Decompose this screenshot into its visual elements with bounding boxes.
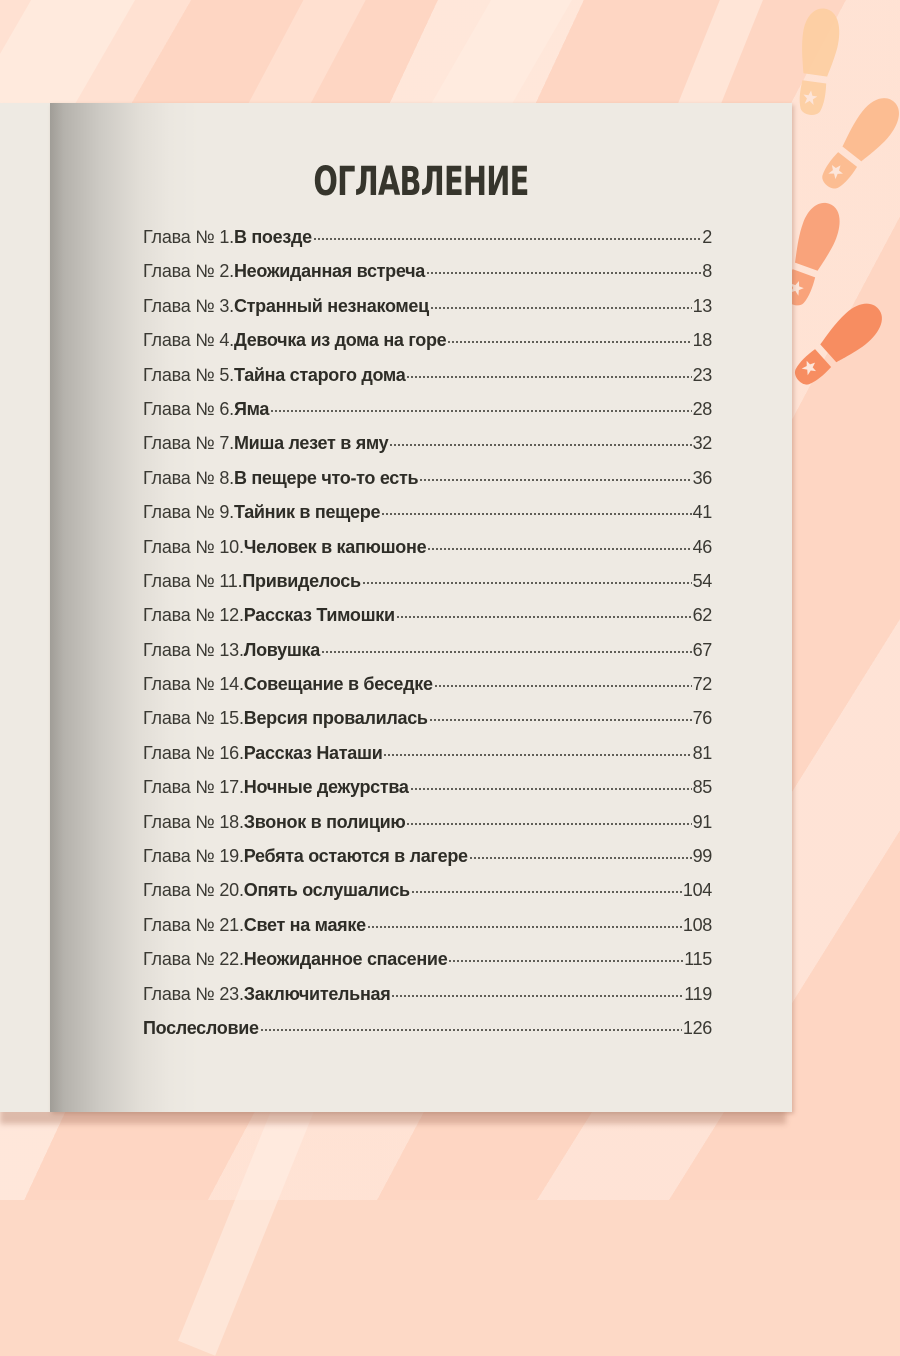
dot-leader xyxy=(321,650,692,654)
chapter-title: Ребята остаются в лагере xyxy=(243,846,468,867)
toc-entry xyxy=(143,984,712,1018)
page-number: 36 xyxy=(692,467,712,488)
page-number: 72 xyxy=(692,674,712,695)
dot-leader xyxy=(430,306,692,310)
chapter-title: Послесловие xyxy=(143,1017,259,1038)
chapter-number: Глава № 22. xyxy=(143,949,244,970)
toc-entry xyxy=(143,571,712,605)
chapter-number: Глава № 11. xyxy=(143,570,243,591)
chapter-title: Девочка из дома на горе xyxy=(233,330,447,351)
chapter-title: Неожиданное спасение xyxy=(243,949,448,970)
toc-entry xyxy=(143,640,712,674)
page-number: 18 xyxy=(692,330,712,351)
chapter-number: Глава № 8. xyxy=(143,467,234,488)
toc-entry xyxy=(143,502,712,536)
page-number: 23 xyxy=(692,364,712,385)
chapter-number: Глава № 4. xyxy=(143,330,234,351)
page-number: 81 xyxy=(692,742,712,763)
page-number: 28 xyxy=(692,398,712,419)
chapter-number: Глава № 1. xyxy=(143,227,234,247)
chapter-number: Глава № 2. xyxy=(143,261,234,282)
chapter-title: Странный незнакомец xyxy=(233,295,429,316)
chapter-number: Глава № 12. xyxy=(143,605,244,626)
chapter-number: Глава № 5. xyxy=(143,364,234,385)
dot-leader xyxy=(313,237,701,241)
toc-entry xyxy=(143,296,712,330)
page-title: ОГЛАВЛЕНИЕ xyxy=(313,158,529,205)
page-number: 99 xyxy=(692,846,712,867)
page-number: 13 xyxy=(692,295,712,316)
page-number: 119 xyxy=(684,983,712,1004)
chapter-title: Звонок в полицию xyxy=(243,811,406,832)
chapter-title: В пещере что-то есть xyxy=(233,467,419,488)
toc-entry xyxy=(143,674,712,708)
toc-entry xyxy=(143,777,712,811)
toc-entry xyxy=(143,915,712,949)
page-number: 32 xyxy=(692,433,712,454)
dot-leader xyxy=(410,787,692,791)
chapter-title: Ночные дежурства xyxy=(243,777,409,798)
toc-entry xyxy=(143,880,712,914)
chapter-number: Глава № 7. xyxy=(143,433,234,454)
page-number: 67 xyxy=(692,639,712,660)
chapter-number: Глава № 13. xyxy=(143,639,244,660)
chapter-title: В поезде xyxy=(233,227,312,247)
dot-leader xyxy=(427,547,691,551)
chapter-number: Глава № 6. xyxy=(143,398,234,419)
dot-leader xyxy=(270,409,691,413)
toc-entry xyxy=(143,605,712,639)
page-number: 41 xyxy=(692,502,712,523)
page-number: 2 xyxy=(702,227,712,247)
chapter-title: Человек в капюшоне xyxy=(243,536,427,557)
chapter-title: Опять ослушались xyxy=(243,880,410,901)
left-page-edge xyxy=(0,103,50,1112)
toc-entry xyxy=(143,399,712,433)
page-number: 91 xyxy=(692,811,712,832)
chapter-title: Совещание в беседке xyxy=(243,674,433,695)
dot-leader xyxy=(429,718,692,722)
chapter-title: Ловушка xyxy=(243,639,320,660)
chapter-title: Версия провалилась xyxy=(243,708,428,729)
dot-leader xyxy=(406,375,691,379)
toc-entry xyxy=(143,365,712,399)
chapter-title: Неожиданная встреча xyxy=(233,261,426,282)
toc-entry xyxy=(143,330,712,364)
dot-leader xyxy=(362,581,692,585)
chapter-title: Заключительная xyxy=(243,983,391,1004)
chapter-number: Глава № 10. xyxy=(143,536,244,557)
page-number: 46 xyxy=(692,536,712,557)
dot-leader xyxy=(426,271,701,275)
chapter-number: Глава № 14. xyxy=(143,674,244,695)
chapter-number: Глава № 16. xyxy=(143,742,244,763)
dot-leader xyxy=(406,822,691,826)
page-number: 62 xyxy=(692,605,712,626)
page-number: 115 xyxy=(684,949,712,970)
chapter-title: Свет на маяке xyxy=(243,914,366,935)
page-number: 8 xyxy=(702,261,712,282)
chapter-title: Тайник в пещере xyxy=(233,502,381,523)
toc-entry xyxy=(143,949,712,983)
chapter-number: Глава № 18. xyxy=(143,811,244,832)
page-number: 54 xyxy=(692,570,712,591)
toc-entry xyxy=(143,261,712,295)
toc-entry xyxy=(143,812,712,846)
page-number: 85 xyxy=(692,777,712,798)
page-number: 76 xyxy=(692,708,712,729)
dot-leader xyxy=(469,856,692,860)
toc-entry xyxy=(143,468,712,502)
chapter-title: Яма xyxy=(233,398,270,419)
table-of-contents xyxy=(143,227,712,1052)
chapter-number: Глава № 17. xyxy=(143,777,244,798)
page-number: 108 xyxy=(682,914,712,935)
dot-leader xyxy=(383,753,691,757)
chapter-number: Глава № 21. xyxy=(143,914,244,935)
toc-entry xyxy=(143,708,712,742)
chapter-title: Рассказ Наташи xyxy=(243,742,383,763)
toc-entry xyxy=(143,743,712,777)
dot-leader xyxy=(367,925,682,929)
toc-entry xyxy=(143,537,712,571)
toc-entry-afterword xyxy=(143,1018,712,1052)
dot-leader xyxy=(391,994,683,998)
chapter-number: Глава № 15. xyxy=(143,708,244,729)
dot-leader xyxy=(381,512,691,516)
dot-leader xyxy=(396,615,692,619)
chapter-number: Глава № 19. xyxy=(143,846,244,867)
chapter-number: Глава № 3. xyxy=(143,295,234,316)
chapter-number: Глава № 20. xyxy=(143,880,244,901)
toc-entry xyxy=(143,227,712,261)
dot-leader xyxy=(260,1028,682,1032)
toc-entry xyxy=(143,846,712,880)
page-number: 104 xyxy=(682,880,712,901)
chapter-title: Тайна старого дома xyxy=(233,364,406,385)
dot-leader xyxy=(447,340,691,344)
dot-leader xyxy=(411,890,682,894)
chapter-title: Рассказ Тимошки xyxy=(243,605,395,626)
dot-leader xyxy=(448,959,683,963)
chapter-number: Глава № 23. xyxy=(143,983,244,1004)
dot-leader xyxy=(434,684,692,688)
chapter-number: Глава № 9. xyxy=(143,502,234,523)
book-page xyxy=(50,103,792,1112)
chapter-title: Привиделось xyxy=(242,570,361,591)
dot-leader xyxy=(419,478,691,482)
page-number: 126 xyxy=(682,1017,712,1038)
toc-entry xyxy=(143,433,712,467)
dot-leader xyxy=(389,443,691,447)
chapter-title: Миша лезет в яму xyxy=(233,433,389,454)
